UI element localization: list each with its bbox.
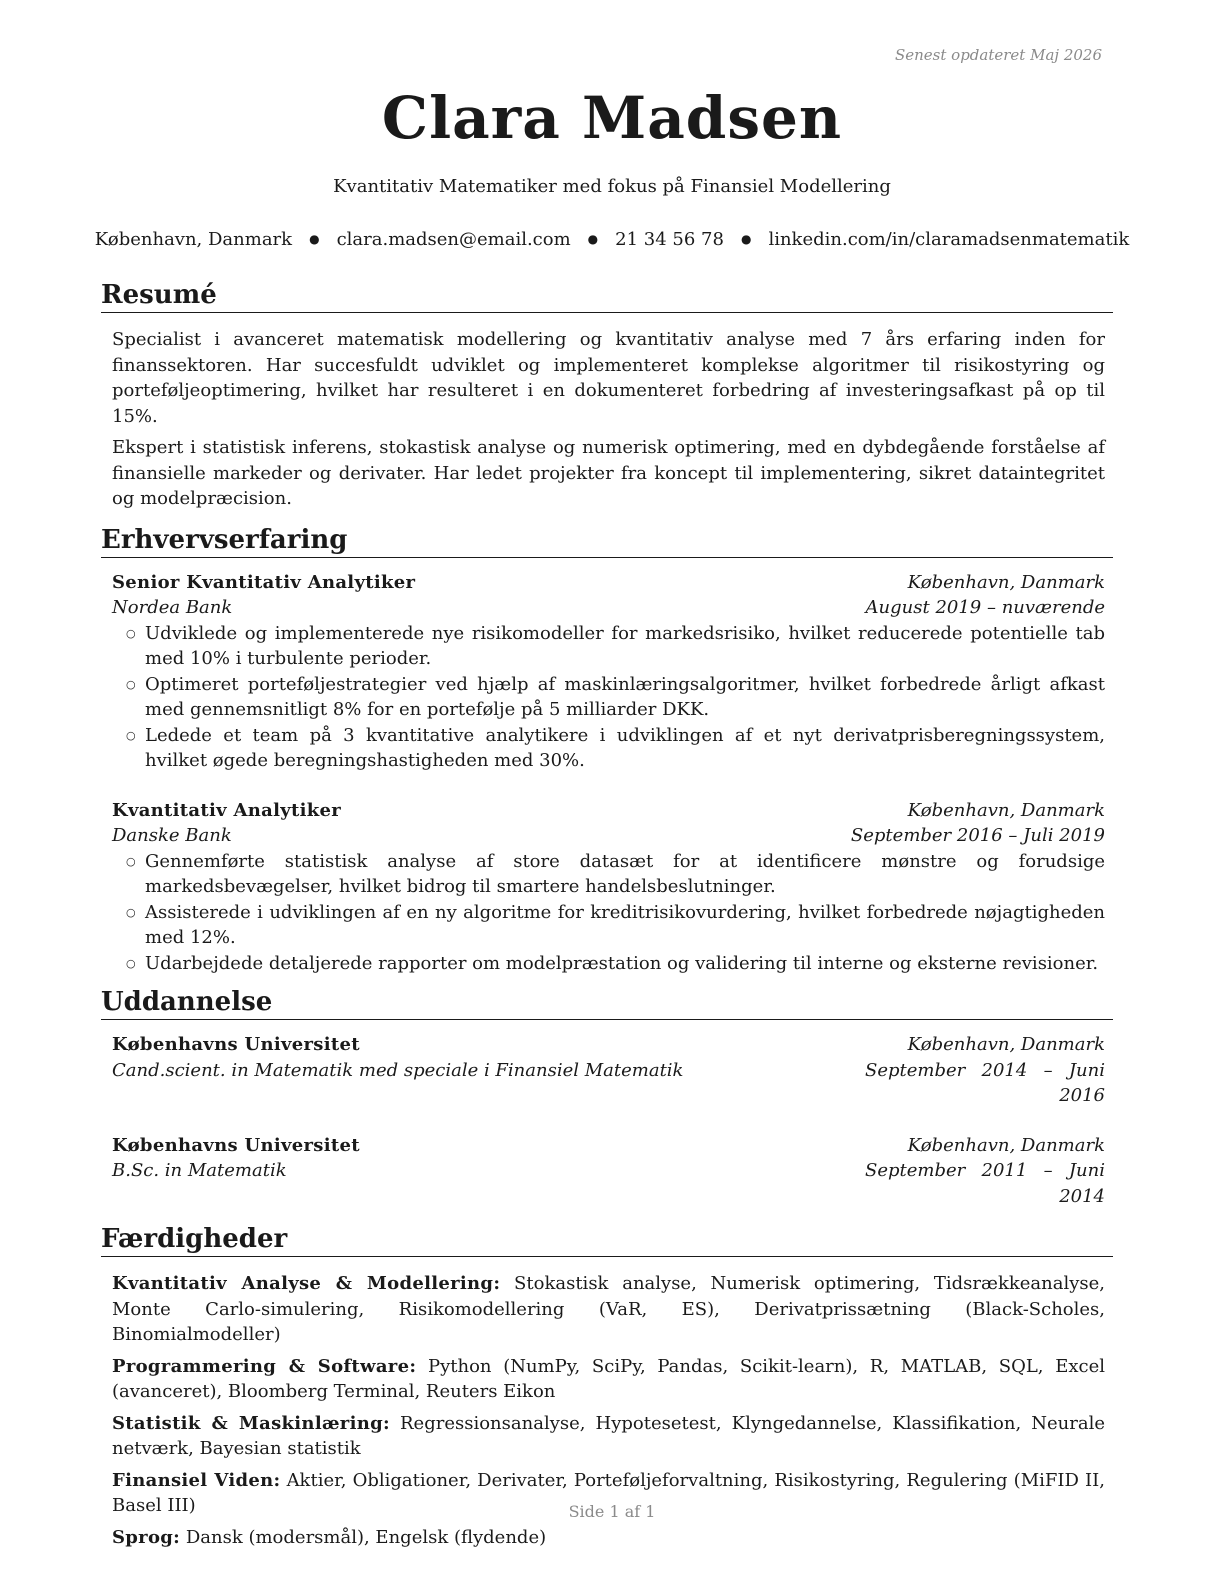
education-section bbox=[101, 1020, 1113, 1223]
list-item: ○ Assisterede i udviklingen af en ny algoritme for kreditrisikovurdering, hvilket forbedrede nøjagtigheden med 12%. bbox=[126, 901, 1105, 948]
school-location: København, Danmark bbox=[907, 1134, 1105, 1156]
job-role: Senior Kvantitativ Analytiker bbox=[112, 571, 416, 593]
list-item: ○ Udarbejdede detaljerede rapporter om modelpræstation og validering til interne og eksterne revisioner. bbox=[112, 951, 1105, 977]
candidate-name: Clara Madsen bbox=[381, 84, 843, 152]
school-name: Københavns Universitet bbox=[112, 1034, 360, 1055]
list-item: ○ Udviklede og implementerede nye risikomodeller for markedsrisiko, hvilket reducerede potentielle tab med 10% i turbulente perioder. bbox=[126, 622, 1105, 669]
skill-group-label: Kvantitativ Analyse & Modellering: bbox=[112, 1273, 501, 1294]
school-name: Københavns Universitet bbox=[112, 1134, 360, 1156]
job-dates: September 2016 – Juli 2019 bbox=[850, 825, 1105, 846]
skill-group bbox=[112, 1525, 1105, 1551]
bullet-separator-icon: ● bbox=[309, 232, 320, 246]
contact-email[interactable]: clara.madsen@email.com bbox=[336, 229, 571, 250]
job-dates: August 2019 – nuværende bbox=[865, 597, 1105, 618]
contact-linkedin[interactable]: linkedin.com/in/claramadsenmatematik bbox=[768, 229, 1130, 250]
job-entry bbox=[112, 558, 1105, 774]
circle-bullet-icon: ○ bbox=[126, 728, 136, 742]
resume-content bbox=[101, 279, 1113, 1556]
circle-bullet-icon: ○ bbox=[126, 626, 136, 640]
education-entry bbox=[112, 1109, 1105, 1210]
school-location: København, Danmark bbox=[907, 1034, 1105, 1055]
list-item: ○ Optimeret porteføljestrategier ved hjælp af maskinlæringsalgoritmer, hvilket forbedrede årligt afkast med gennemsnitligt 8% for en portefølje på 5 milliarder DKK. bbox=[126, 673, 1105, 720]
circle-bullet-icon: ○ bbox=[126, 854, 136, 868]
skill-group-text: Regressionsanalyse, Hypotesetest, Klyngedannelse, Klassifikation, Neurale netværk, Bayesian statistik bbox=[112, 1412, 1105, 1459]
skill-group-text: Python (NumPy, SciPy, Pandas, Scikit-learn), R, MATLAB, SQL, Excel (avanceret), Bloomberg Terminal, Reuters Eikon bbox=[112, 1355, 1105, 1402]
skill-group-label: Finansiel Viden: bbox=[112, 1469, 281, 1491]
summary-paragraph: Specialist i avanceret matematisk modellering og kvantitativ analyse med 7 års erfaring inden for finanssektoren. Har succesfuldt udviklet og implementeret komplekse algoritmer til risikostyring og porteføljeoptimering, hvilket har resulteret i en dokumenteret forbedring af investeringsafkast på op til 15%. bbox=[112, 329, 1105, 427]
skill-group bbox=[112, 1271, 1105, 1348]
education-dates: September 2011 – Juni 2014 bbox=[865, 1160, 1105, 1207]
job-bullets bbox=[112, 849, 1105, 977]
education-dates: September 2014 – Juni 2016 bbox=[865, 1059, 1105, 1106]
education-entry bbox=[112, 1020, 1105, 1109]
summary-section bbox=[101, 313, 1113, 524]
circle-bullet-icon: ○ bbox=[126, 956, 136, 970]
skill-group-label: Programmering & Software: bbox=[112, 1355, 417, 1377]
list-item: ○ Ledede et team på 3 kvantitative analytikere i udviklingen af et nyt derivatprisberegningssystem, hvilket øgede beregningshastigheden med 30%. bbox=[126, 724, 1105, 771]
contact-line bbox=[0, 229, 1224, 250]
circle-bullet-icon: ○ bbox=[126, 905, 136, 919]
job-entry bbox=[112, 774, 1105, 977]
job-company: Danske Bank bbox=[112, 825, 232, 846]
job-role: Kvantitativ Analytiker bbox=[112, 799, 342, 821]
skill-group-label: Statistik & Maskinlæring: bbox=[112, 1412, 390, 1434]
section-title-experience: Erhvervserfaring bbox=[101, 524, 1113, 558]
job-location: København, Danmark bbox=[907, 799, 1105, 821]
summary-paragraph: Ekspert i statistisk inferens, stokastisk analyse og numerisk optimering, med en dybdegående forståelse af finansielle markeder og derivater. Har ledet projekter fra koncept til implementering, sikret dataintegritet og modelpræcision. bbox=[112, 437, 1105, 509]
section-title-skills: Færdigheder bbox=[101, 1223, 1113, 1257]
job-company: Nordea Bank bbox=[112, 597, 233, 618]
skill-group-text: Aktier, Obligationer, Derivater, Porteføljeforvaltning, Risikostyring, Regulering (MiFID II, Basel III) bbox=[112, 1469, 1105, 1516]
section-title-summary: Resumé bbox=[101, 279, 1113, 313]
skill-group bbox=[112, 1411, 1105, 1462]
page-number: Side 1 af 1 bbox=[568, 1502, 656, 1521]
job-bullets bbox=[112, 621, 1105, 774]
experience-section bbox=[101, 558, 1113, 987]
skill-group-label: Sprog: bbox=[112, 1526, 181, 1548]
section-title-education: Uddannelse bbox=[101, 986, 1113, 1020]
degree: Cand.scient. in Matematik med speciale i Finansiel Matematik bbox=[112, 1059, 684, 1081]
skill-group-text: Dansk (modersmål), Engelsk (flydende) bbox=[185, 1526, 547, 1548]
tagline: Kvantitativ Matematiker med fokus på Finansiel Modellering bbox=[333, 176, 891, 197]
bullet-separator-icon: ● bbox=[587, 232, 599, 246]
circle-bullet-icon: ○ bbox=[126, 677, 136, 691]
last-updated: Senest opdateret Maj 2026 bbox=[894, 46, 1102, 64]
contact-phone: 21 34 56 78 bbox=[615, 229, 724, 250]
contact-location: København, Danmark bbox=[94, 229, 293, 250]
degree: B.Sc. in Matematik bbox=[112, 1160, 287, 1181]
skill-group-text: Stokastisk analyse, Numerisk optimering, Tidsrækkeanalyse, Monte Carlo-simulering, Risikomodellering (VaR, ES), Derivatprissætning (Black-Scholes, Binomialmodeller) bbox=[112, 1273, 1105, 1345]
list-item: ○ Gennemførte statistisk analyse af store datasæt for at identificere mønstre og forudsige markedsbevægelser, hvilket bidrog til smartere handelsbeslutninger. bbox=[126, 850, 1105, 897]
job-location: København, Danmark bbox=[907, 571, 1105, 593]
bullet-separator-icon: ● bbox=[740, 232, 752, 246]
skill-group bbox=[112, 1354, 1105, 1405]
